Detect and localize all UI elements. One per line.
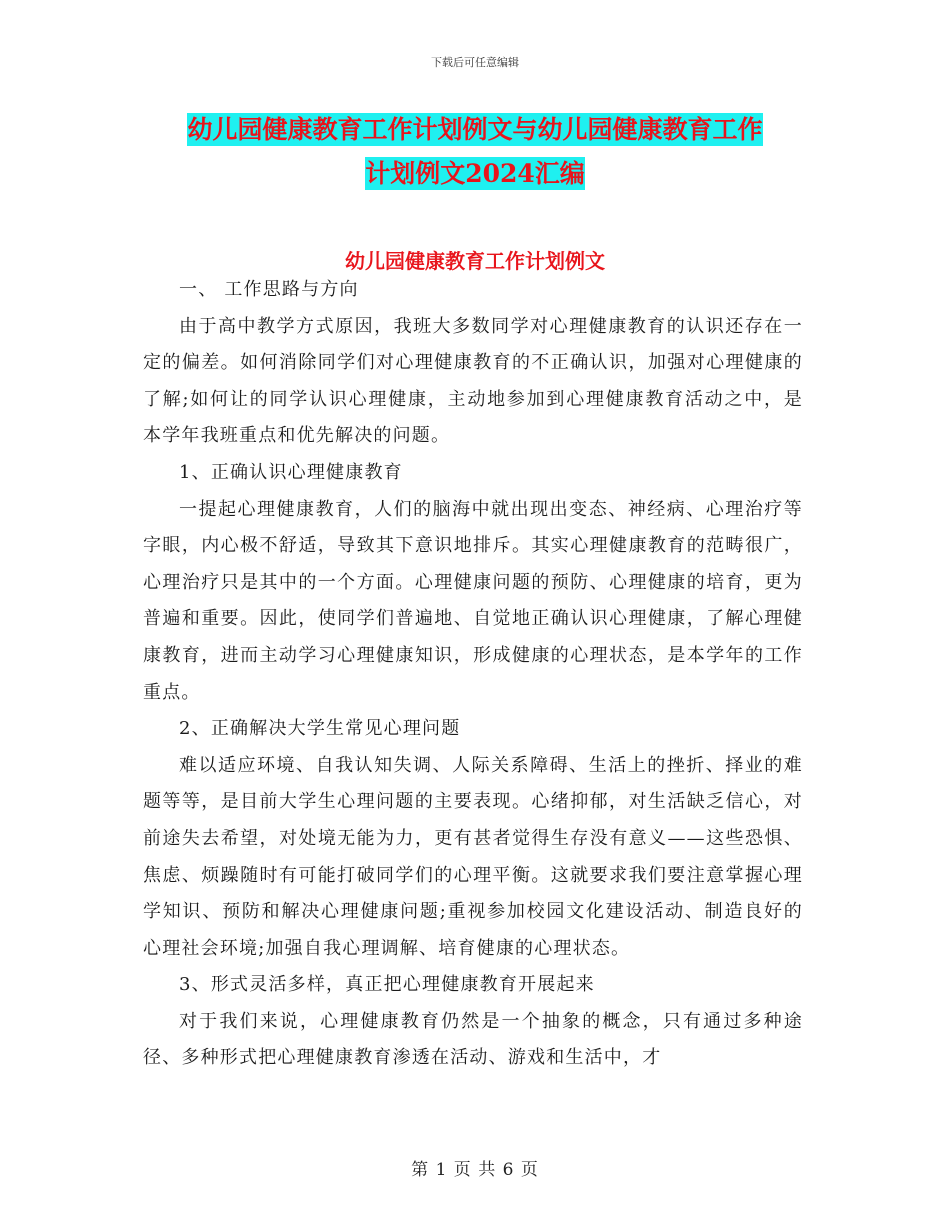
document-title-line-1: 幼儿园健康教育工作计划例文与幼儿园健康教育工作 — [187, 115, 763, 144]
header-note: 下载后可任意编辑 — [431, 56, 519, 69]
body-text — [143, 272, 803, 1077]
heading-item-2: 2、正确解决大学生常见心理问题 — [179, 718, 461, 740]
paragraph-intro: 由于高中教学方式原因，我班大多数同学对心理健康教育的认识还存在一定的偏差。如何消除同学们对心理健康教育的不正确认识，加强对心理健康的了解;如何让的同学认识心理健康，主动地参加到心理健康教育活动之中，是本学年我班重点和优先解决的问题。 — [143, 315, 803, 447]
heading-work-direction: 一、 工作思路与方向 — [179, 279, 359, 300]
heading-item-3: 3、形式灵活多样，真正把心理健康教育开展起来 — [179, 974, 595, 996]
page-number-footer: 第 1 页 共 6 页 — [411, 1160, 539, 1180]
document-title-line-2: 计划例文2024汇编 — [365, 159, 585, 188]
paragraph-item-1: 一提起心理健康教育，人们的脑海中就出现出变态、神经病、心理治疗等字眼，内心极不舒适，导致其下意识地排斥。其实心理健康教育的范畴很广，心理治疗只是其中的一个方面。心理健康问题的预防、心理健康的培育，更为普遍和重要。因此，使同学们普遍地、自觉地正确认识心理健康，了解心理健康教育，进而主动学习心理健康知识，形成健康的心理状态，是本学年的工作重点。 — [143, 498, 803, 703]
section-title: 幼儿园健康教育工作计划例文 — [345, 249, 605, 273]
paragraph-item-2: 难以适应环境、自我认知失调、人际关系障碍、生活上的挫折、择业的难题等等，是目前大学生心理问题的主要表现。心绪抑郁，对生活缺乏信心，对前途失去希望，对处境无能为力，更有甚者觉得生存没有意义——这些恐惧、焦虑、烦躁随时有可能打破同学们的心理平衡。这就要求我们要注意掌握心理学知识、预防和解决心理健康问题;重视参加校园文化建设活动、制造良好的心理社会环境;加强自我心理调解、培育健康的心理状态。 — [143, 754, 803, 959]
paragraph-item-3: 对于我们来说，心理健康教育仍然是一个抽象的概念，只有通过多种途径、多种形式把心理健康教育渗透在活动、游戏和生活中，才 — [143, 1010, 803, 1069]
heading-item-1: 1、正确认识心理健康教育 — [179, 461, 403, 483]
